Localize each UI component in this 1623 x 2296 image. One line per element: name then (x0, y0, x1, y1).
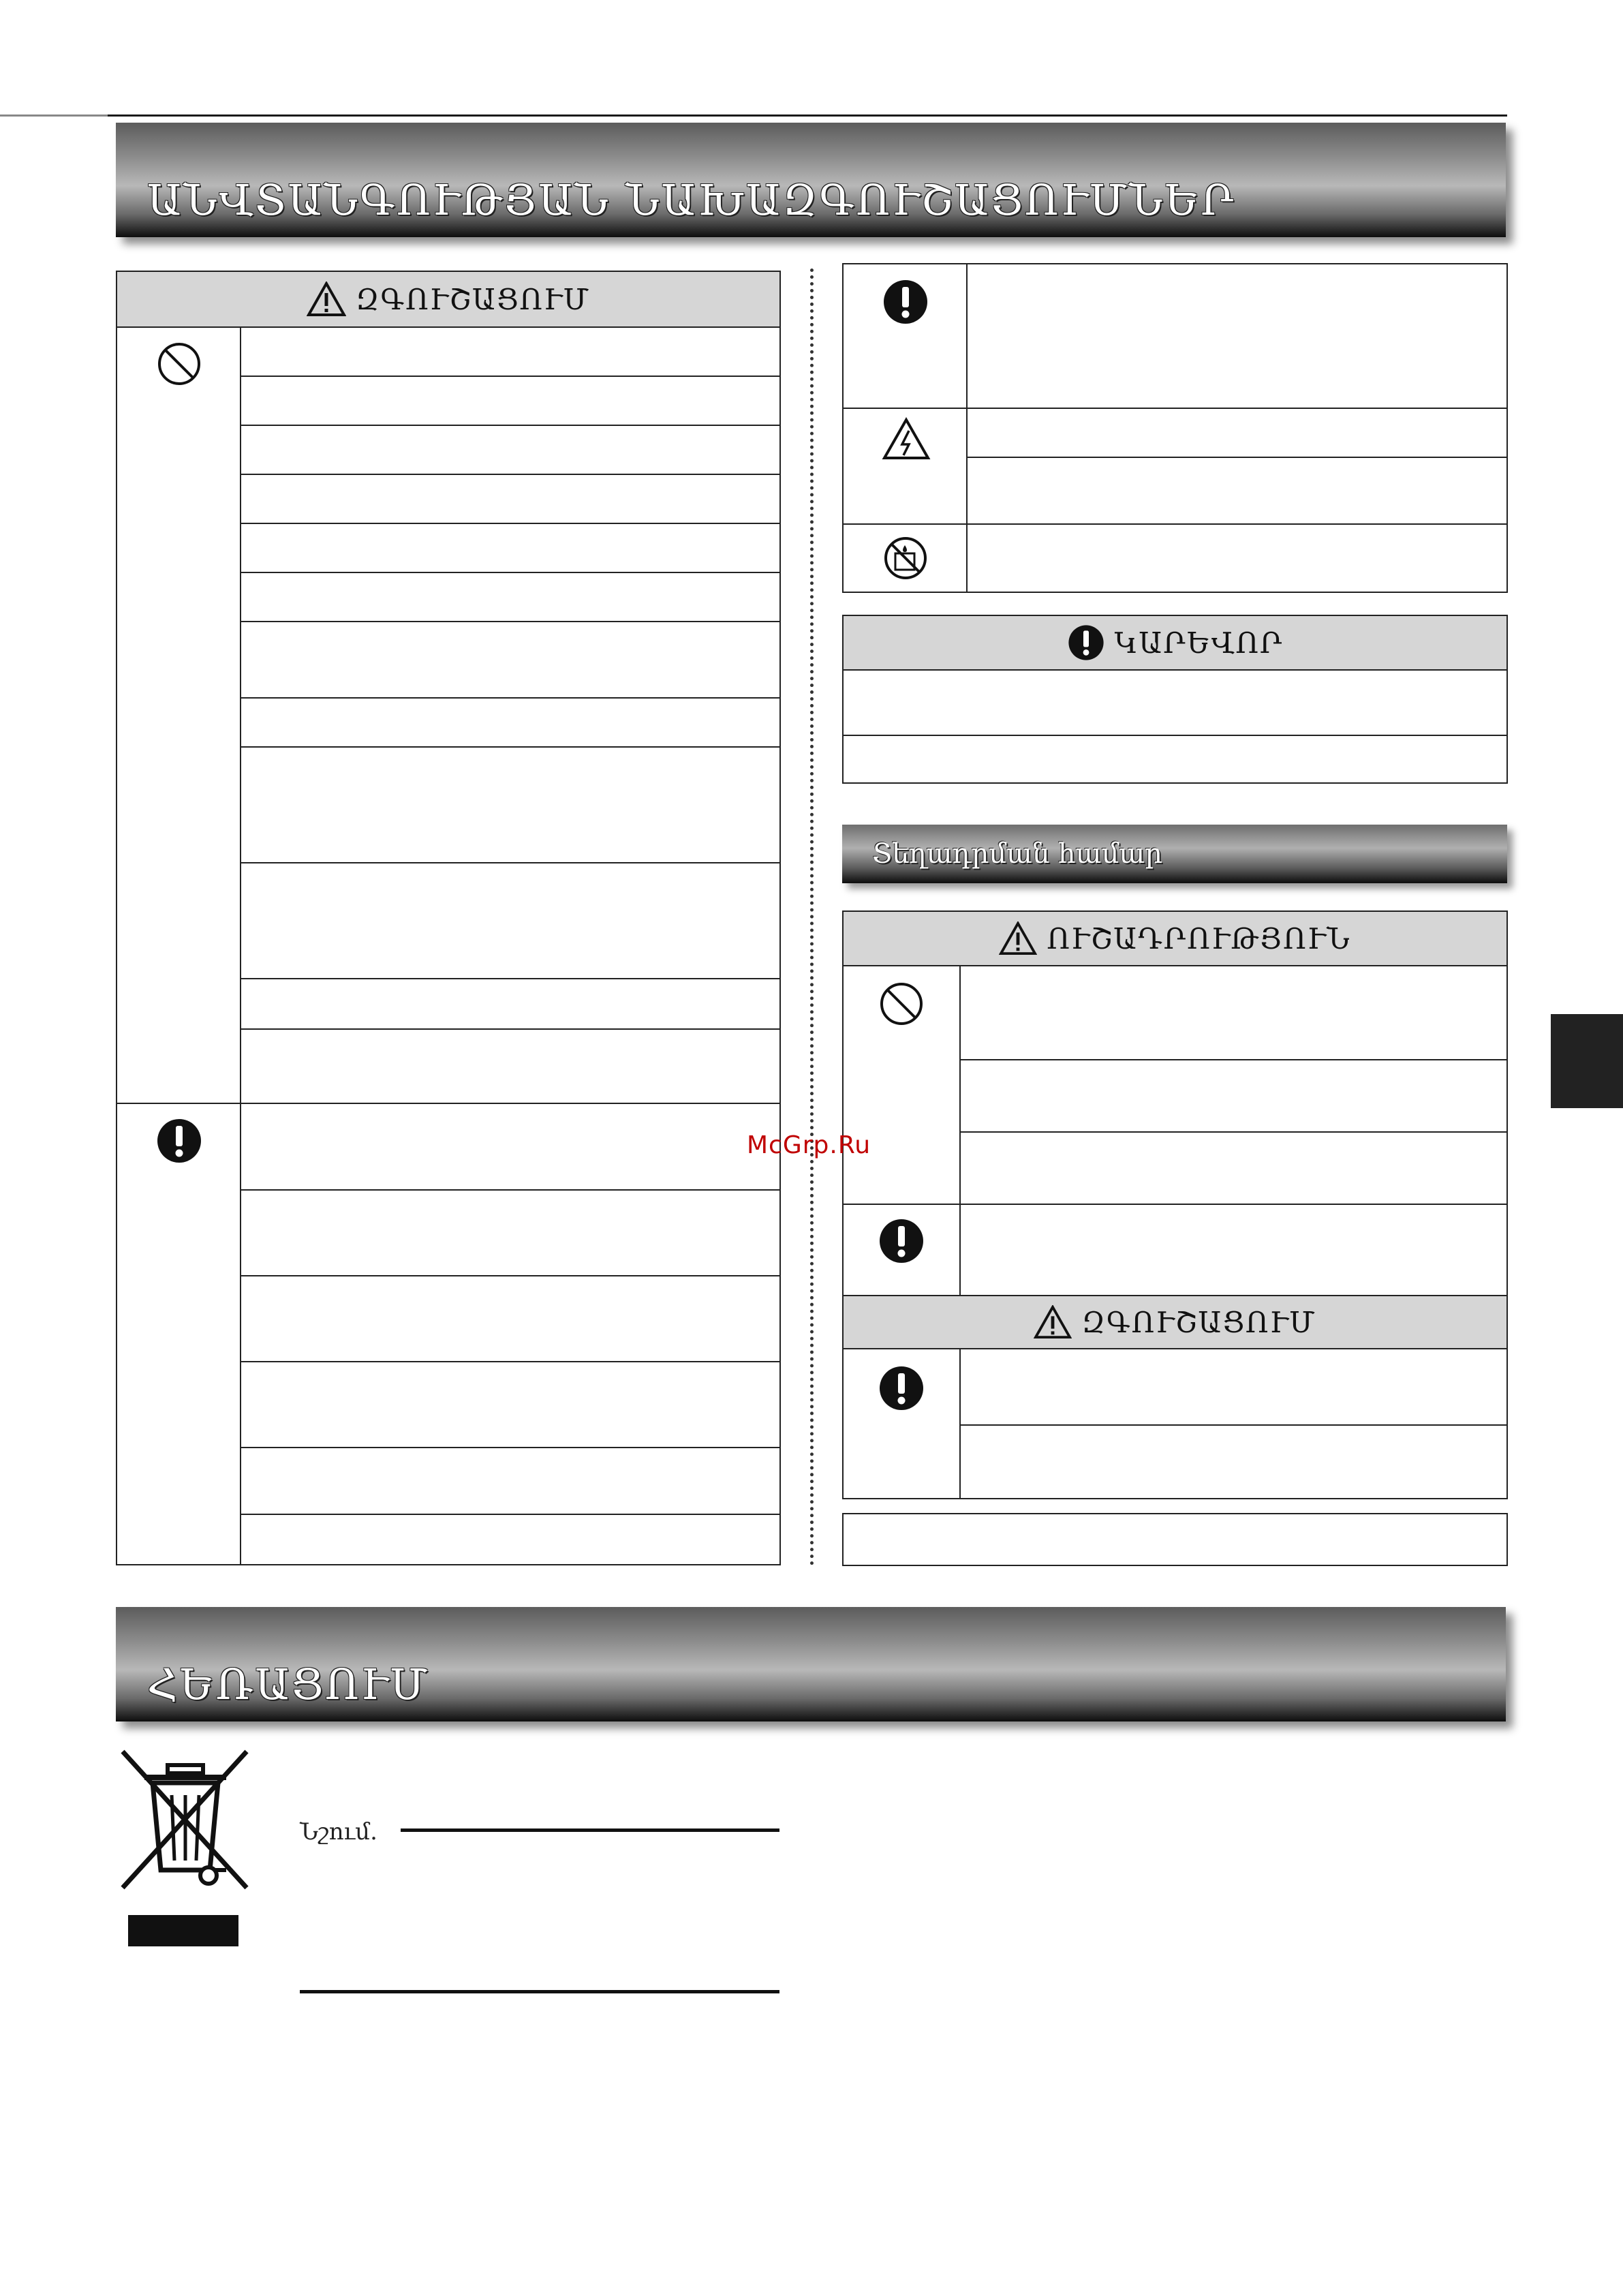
prohibition-icon (155, 340, 203, 388)
table-row-line (241, 862, 781, 863)
table-row-line (241, 572, 781, 573)
warning-header-2-label: ԶԳՈՒՇԱՑՈՒՄ (1081, 1305, 1316, 1339)
warning-triangle-icon (1034, 1305, 1072, 1339)
safety-banner (116, 123, 1506, 237)
disposal-title: ՀԵՌԱՑՈՒՄ (147, 1659, 430, 1709)
important-header-label: ԿԱՐԵՎՈՐ (1114, 626, 1284, 660)
installation-banner (842, 825, 1507, 883)
table-row-line (241, 1189, 781, 1191)
section-divider (844, 1204, 1508, 1205)
installation-title: Տեղադրման համար (872, 838, 1163, 870)
warning-table (116, 271, 781, 1565)
disposal-banner (116, 1607, 1506, 1721)
table-row-line (241, 474, 781, 475)
table-row-line (241, 1447, 781, 1448)
warning-triangle-icon (307, 281, 346, 317)
table-row-line (968, 457, 1508, 458)
column-divider (810, 269, 814, 1566)
note-label: Նշում. (300, 1818, 377, 1846)
exclamation-icon (882, 278, 929, 326)
table-row-line (241, 1028, 781, 1030)
table-row-line (241, 523, 781, 524)
table-row-line (961, 1059, 1508, 1060)
exclamation-icon (878, 1364, 925, 1412)
important-header (844, 616, 1506, 671)
note-line-bottom (300, 1990, 779, 1993)
caution-table (842, 910, 1508, 1499)
table-row-line (241, 1514, 781, 1515)
prohibition-icon (878, 980, 925, 1028)
exclamation-icon (878, 1217, 925, 1265)
important-table (842, 615, 1508, 784)
table-row-line (241, 1275, 781, 1276)
table-row-line (241, 746, 781, 748)
icon-column (117, 326, 241, 1565)
electric-shock-icon (882, 417, 931, 461)
watermark: McGrp.Ru (747, 1131, 871, 1159)
warning-header-2 (844, 1296, 1506, 1349)
right-note-box (842, 1513, 1508, 1566)
warning-triangle-icon (999, 921, 1037, 955)
table-row-line (241, 376, 781, 377)
top-rule-left (0, 114, 108, 117)
top-rule (0, 114, 1507, 117)
caution-header-label: ՈՒՇԱԴՐՈՒԹՅՈՒՆ (1047, 921, 1351, 955)
section-divider (844, 408, 1508, 409)
table-row-line (241, 978, 781, 979)
table-row-line (844, 735, 1508, 736)
caution-header (844, 912, 1506, 966)
page-title: ԱՆՎՏԱՆԳՈՒԹՅԱՆ ՆԱԽԱԶԳՈՒՇԱՑՈՒՄՆԵՐ (147, 175, 1236, 225)
exclamation-icon (1067, 624, 1105, 662)
table-row-line (241, 621, 781, 622)
section-divider (117, 1103, 781, 1104)
table-row-line (961, 1424, 1508, 1426)
exclamation-icon (155, 1117, 203, 1165)
table-row-line (241, 1361, 781, 1362)
table-row-line (241, 697, 781, 699)
table-row-line (961, 1131, 1508, 1133)
no-water-icon (882, 534, 929, 582)
black-bar (128, 1915, 238, 1946)
crossed-bin-icon (117, 1747, 253, 1895)
warning-header-label: ԶԳՈՒՇԱՑՈՒՄ (355, 282, 591, 316)
table-row-line (241, 425, 781, 426)
right-upper-table (842, 263, 1508, 593)
section-tab (1551, 1014, 1623, 1108)
section-divider (844, 523, 1508, 525)
note-line (401, 1828, 779, 1832)
warning-header (117, 272, 779, 328)
